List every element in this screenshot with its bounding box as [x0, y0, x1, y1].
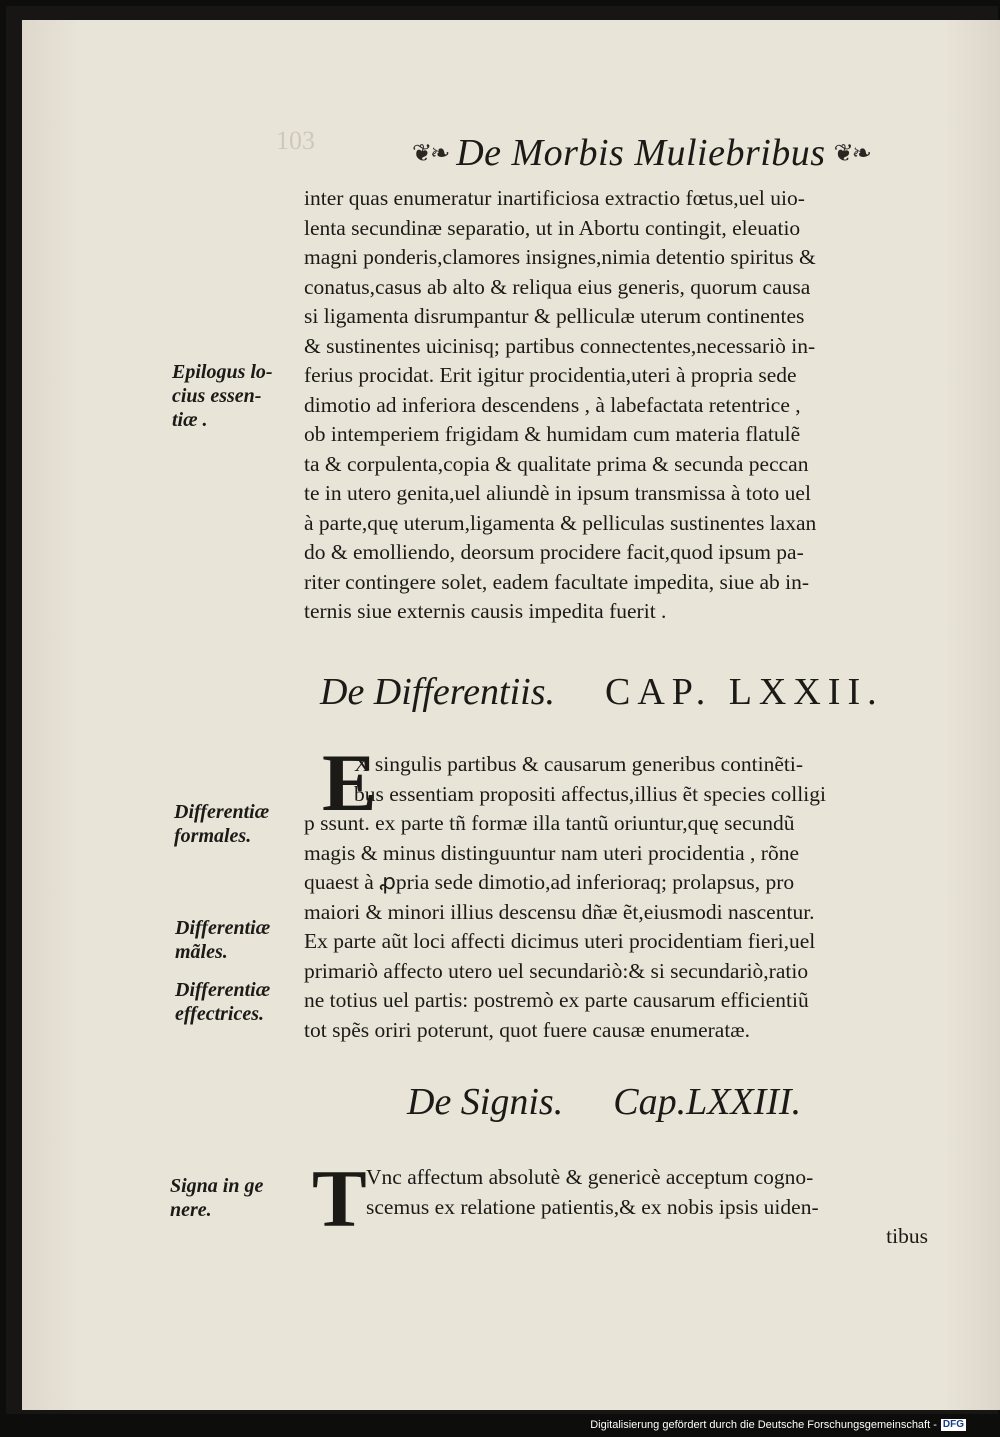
text-line: magis & minus distinguuntur nam uteri procidentia , rõne — [304, 840, 800, 865]
text-line: tot spẽs oriri poterunt, quot fuere causæ enumeratæ. — [304, 1017, 751, 1042]
catchword: tibus — [886, 1224, 928, 1248]
ornament-right-icon: ❦❧ — [833, 140, 870, 167]
text-line: conatus,casus ab alto & reliqua eius generis, quorum causa — [304, 274, 811, 299]
text-line: riter contingere solet, eadem facultate impedita, siue ab in- — [304, 569, 810, 594]
chapter-heading-73 — [407, 1080, 801, 1124]
ghost-page-number: 103 — [276, 126, 315, 155]
text-line: ferius procidat. Erit igitur procidentia,uteri à propria sede — [304, 363, 797, 387]
text-line: Ex parte aũt loci affecti dicimus uteri procidentiam fieri,uel — [304, 929, 816, 953]
margin-note-epilogus: Epilogus lo- cius essen- tiæ . — [172, 361, 273, 431]
text-line: maiori & minori illius descensu dñæ ẽt,eiusmodi nascentur. — [304, 899, 815, 924]
text-block-signs — [304, 1163, 968, 1252]
text-line: Vnc affectum absolutè & genericè acceptum cogno- — [366, 1165, 814, 1189]
text-line: do & emolliendo, deorsum procidere facit,quod ipsum pa- — [304, 540, 804, 564]
margin-note-males: Differentiæ mãles. — [175, 917, 271, 963]
chapter-title: De Differentiis. — [320, 671, 555, 713]
text-line: ne totius uel partis: postremò ex parte causarum efficientiũ — [304, 988, 809, 1012]
chapter-title: De Signis. — [407, 1081, 564, 1123]
text-line: quaest à ꝓpria sede dimotio,ad inferioraq; prolapsus, pro — [304, 870, 795, 894]
header-title: De Morbis Muliebribus — [456, 132, 826, 174]
text-line: p ssunt. ex parte tñ formæ illa tantũ oriuntur,quę secundũ — [304, 811, 795, 835]
text-line: X singulis partibus & causarum generibus continẽti- — [354, 752, 804, 776]
text-line: ob intemperiem frigidam & humidam cum materia flatulẽ — [304, 422, 801, 446]
text-line: lenta secundinæ separatio, ut in Abortu contingit, eleuatio — [304, 215, 801, 240]
drop-cap: T — [312, 1153, 367, 1244]
text-line: te in utero genita,uel aliundè in ipsum transmissa à toto uel — [304, 481, 811, 505]
chapter-number: Cap.LXXIII. — [613, 1081, 802, 1123]
text-line: & sustinentes uicinisq; partibus connectentes,necessariò in- — [304, 333, 816, 358]
text-line: si ligamenta disrumpantur & pelliculæ uterum continentes — [304, 304, 805, 328]
drop-cap: E — [322, 737, 377, 828]
text-line: magni ponderis,clamores insignes,nimia detentio spiritus & — [304, 245, 816, 269]
margin-note-formales: Differentiæ formales. — [174, 801, 270, 847]
text-line: dimotio ad inferiora descendens , à labefactata retentrice , — [304, 392, 801, 417]
text-line: inter quas enumeratur inartificiosa extractio fœtus,uel uio- — [304, 186, 805, 210]
dfg-logo: DFG — [942, 1419, 964, 1430]
text-line: à parte,quę uterum,ligamenta & pelliculas sustinentes laxan — [304, 510, 817, 535]
text-block-essence — [304, 184, 968, 627]
chapter-number: CAP. LXXII. — [605, 671, 884, 713]
scan-frame — [6, 6, 998, 1414]
margin-note-effectrices: Differentiæ effectrices. — [175, 979, 271, 1025]
text-line: primariò affecto utero uel secundariò:& si secundariò,ratio — [304, 958, 809, 983]
text-line: bus essentiam propositi affectus,illius ẽt species colligi — [354, 781, 826, 806]
book-page — [22, 20, 1000, 1410]
margin-note-signa: Signa in ge nere. — [170, 1175, 264, 1221]
chapter-heading-72 — [320, 670, 884, 714]
ornament-left-icon: ❦❧ — [412, 140, 449, 167]
text-line: ternis siue externis causis impedita fuerit . — [304, 599, 667, 623]
digitization-footer — [590, 1419, 966, 1431]
text-line: scemus ex relatione patientis,& ex nobis ipsis uiden- — [366, 1194, 819, 1219]
text-line: ta & corpulenta,copia & qualitate prima & secunda peccan — [304, 451, 809, 476]
text-block-differences — [304, 750, 968, 1045]
footer-text: Digitalisierung gefördert durch die Deutsche Forschungsgemeinschaft - — [590, 1419, 937, 1431]
running-header — [412, 128, 892, 178]
